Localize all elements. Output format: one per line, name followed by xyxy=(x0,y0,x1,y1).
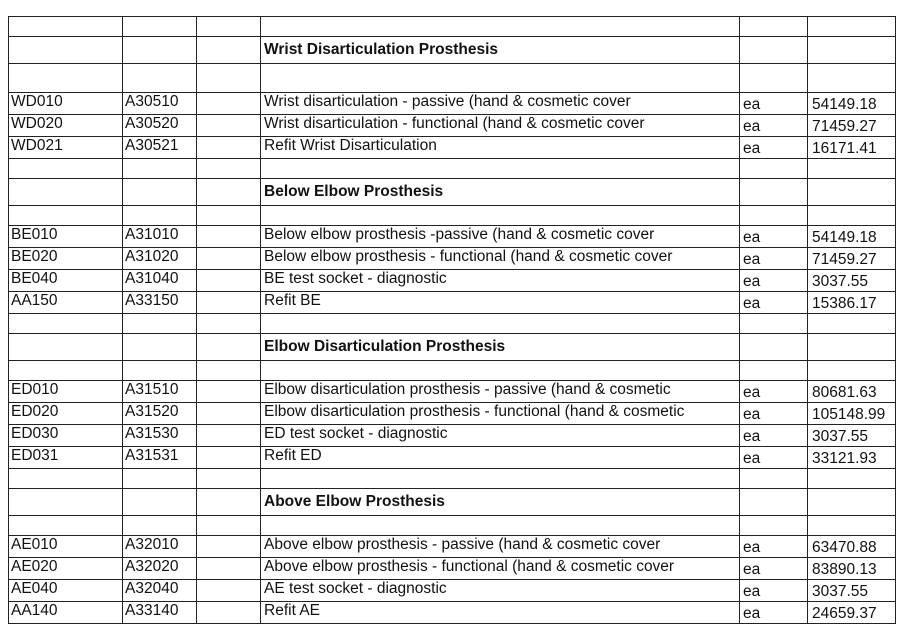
table-row xyxy=(9,536,896,558)
empty-cell xyxy=(197,314,261,334)
table-row xyxy=(9,248,896,270)
empty-cell xyxy=(197,361,261,381)
empty-cell xyxy=(808,334,896,361)
item-description: Above elbow prosthesis - passive (hand & cosmetic cover xyxy=(261,536,740,558)
item-code: BE040 xyxy=(9,270,123,292)
empty-cell xyxy=(197,403,261,425)
item-price: 3037.55 xyxy=(808,425,896,447)
item-description: Below elbow prosthesis -passive (hand & cosmetic cover xyxy=(261,226,740,248)
item-price: 3037.55 xyxy=(808,580,896,602)
empty-cell xyxy=(9,469,123,489)
item-description: Refit Wrist Disarticulation xyxy=(261,137,740,159)
empty-cell xyxy=(197,159,261,179)
blank-row xyxy=(9,17,896,37)
empty-cell xyxy=(197,425,261,447)
empty-cell xyxy=(740,159,808,179)
empty-cell xyxy=(740,334,808,361)
item-description: Refit ED xyxy=(261,447,740,469)
empty-cell xyxy=(740,179,808,206)
empty-cell xyxy=(197,115,261,137)
empty-cell xyxy=(261,361,740,381)
table-row xyxy=(9,270,896,292)
item-unit: ea xyxy=(740,403,808,425)
empty-cell xyxy=(197,602,261,624)
empty-cell xyxy=(740,516,808,536)
blank-row xyxy=(9,516,896,536)
empty-cell xyxy=(123,489,197,516)
item-alt-code: A31040 xyxy=(123,270,197,292)
empty-cell xyxy=(9,159,123,179)
item-price: 54149.18 xyxy=(808,93,896,115)
empty-cell xyxy=(197,37,261,64)
item-code: BE010 xyxy=(9,226,123,248)
item-unit: ea xyxy=(740,381,808,403)
item-description: ED test socket - diagnostic xyxy=(261,425,740,447)
empty-cell xyxy=(197,17,261,37)
item-code: ED031 xyxy=(9,447,123,469)
item-price: 24659.37 xyxy=(808,602,896,624)
item-description: Below elbow prosthesis - functional (hand & cosmetic cover xyxy=(261,248,740,270)
item-alt-code: A31531 xyxy=(123,447,197,469)
table-row xyxy=(9,226,896,248)
empty-cell xyxy=(740,361,808,381)
empty-cell xyxy=(197,469,261,489)
empty-cell xyxy=(197,516,261,536)
empty-cell xyxy=(9,516,123,536)
empty-cell xyxy=(9,361,123,381)
item-price: 71459.27 xyxy=(808,115,896,137)
item-unit: ea xyxy=(740,226,808,248)
section-title: Elbow Disarticulation Prosthesis xyxy=(261,334,740,361)
empty-cell xyxy=(808,17,896,37)
table-row xyxy=(9,602,896,624)
empty-cell xyxy=(808,361,896,381)
empty-cell xyxy=(740,17,808,37)
blank-row xyxy=(9,64,896,93)
item-code: AA140 xyxy=(9,602,123,624)
item-alt-code: A30510 xyxy=(123,93,197,115)
empty-cell xyxy=(197,447,261,469)
table-row xyxy=(9,115,896,137)
empty-cell xyxy=(123,64,197,93)
empty-cell xyxy=(9,206,123,226)
empty-cell xyxy=(123,361,197,381)
item-price: 71459.27 xyxy=(808,248,896,270)
section-header-row xyxy=(9,179,896,206)
item-alt-code: A31020 xyxy=(123,248,197,270)
item-price: 3037.55 xyxy=(808,270,896,292)
empty-cell xyxy=(9,37,123,64)
item-code: WD021 xyxy=(9,137,123,159)
empty-cell xyxy=(740,469,808,489)
table-row xyxy=(9,580,896,602)
item-code: WD020 xyxy=(9,115,123,137)
empty-cell xyxy=(197,536,261,558)
item-unit: ea xyxy=(740,536,808,558)
empty-cell xyxy=(808,469,896,489)
empty-cell xyxy=(197,381,261,403)
section-title: Below Elbow Prosthesis xyxy=(261,179,740,206)
empty-cell xyxy=(261,64,740,93)
table-row xyxy=(9,425,896,447)
item-alt-code: A30520 xyxy=(123,115,197,137)
item-unit: ea xyxy=(740,115,808,137)
table-row xyxy=(9,403,896,425)
item-unit: ea xyxy=(740,248,808,270)
empty-cell xyxy=(808,179,896,206)
item-alt-code: A33140 xyxy=(123,602,197,624)
item-unit: ea xyxy=(740,558,808,580)
empty-cell xyxy=(808,314,896,334)
section-header-row xyxy=(9,334,896,361)
fee-schedule-table xyxy=(8,16,896,624)
empty-cell xyxy=(123,37,197,64)
item-alt-code: A31530 xyxy=(123,425,197,447)
blank-row xyxy=(9,206,896,226)
empty-cell xyxy=(123,334,197,361)
item-unit: ea xyxy=(740,93,808,115)
item-price: 54149.18 xyxy=(808,226,896,248)
item-code: BE020 xyxy=(9,248,123,270)
table-row xyxy=(9,292,896,314)
table-row xyxy=(9,93,896,115)
item-code: AE010 xyxy=(9,536,123,558)
empty-cell xyxy=(261,516,740,536)
item-price: 105148.99 xyxy=(808,403,896,425)
item-unit: ea xyxy=(740,447,808,469)
empty-cell xyxy=(123,179,197,206)
empty-cell xyxy=(197,558,261,580)
item-alt-code: A33150 xyxy=(123,292,197,314)
item-description: Above elbow prosthesis - functional (hand & cosmetic cover xyxy=(261,558,740,580)
empty-cell xyxy=(808,64,896,93)
item-code: AE040 xyxy=(9,580,123,602)
table-row xyxy=(9,447,896,469)
empty-cell xyxy=(197,270,261,292)
empty-cell xyxy=(197,64,261,93)
empty-cell xyxy=(740,206,808,226)
item-code: ED020 xyxy=(9,403,123,425)
item-description: Wrist disarticulation - functional (hand & cosmetic cover xyxy=(261,115,740,137)
item-description: BE test socket - diagnostic xyxy=(261,270,740,292)
empty-cell xyxy=(740,64,808,93)
empty-cell xyxy=(9,64,123,93)
empty-cell xyxy=(9,314,123,334)
empty-cell xyxy=(123,159,197,179)
item-description: Wrist disarticulation - passive (hand & cosmetic cover xyxy=(261,93,740,115)
item-code: ED030 xyxy=(9,425,123,447)
item-unit: ea xyxy=(740,580,808,602)
empty-cell xyxy=(740,314,808,334)
empty-cell xyxy=(123,206,197,226)
empty-cell xyxy=(197,137,261,159)
empty-cell xyxy=(740,489,808,516)
empty-cell xyxy=(197,93,261,115)
item-alt-code: A30521 xyxy=(123,137,197,159)
section-header-row xyxy=(9,489,896,516)
empty-cell xyxy=(9,334,123,361)
item-price: 33121.93 xyxy=(808,447,896,469)
empty-cell xyxy=(261,469,740,489)
blank-row xyxy=(9,314,896,334)
empty-cell xyxy=(123,17,197,37)
section-header-row xyxy=(9,37,896,64)
item-price: 63470.88 xyxy=(808,536,896,558)
empty-cell xyxy=(261,159,740,179)
item-code: AE020 xyxy=(9,558,123,580)
empty-cell xyxy=(9,489,123,516)
empty-cell xyxy=(197,334,261,361)
empty-cell xyxy=(9,179,123,206)
empty-cell xyxy=(808,489,896,516)
empty-cell xyxy=(261,206,740,226)
item-unit: ea xyxy=(740,602,808,624)
empty-cell xyxy=(740,37,808,64)
item-price: 16171.41 xyxy=(808,137,896,159)
item-alt-code: A31510 xyxy=(123,381,197,403)
item-code: ED010 xyxy=(9,381,123,403)
blank-row xyxy=(9,361,896,381)
item-unit: ea xyxy=(740,425,808,447)
item-price: 80681.63 xyxy=(808,381,896,403)
empty-cell xyxy=(197,206,261,226)
empty-cell xyxy=(808,159,896,179)
fee-schedule-body xyxy=(9,17,896,624)
empty-cell xyxy=(808,37,896,64)
item-code: AA150 xyxy=(9,292,123,314)
empty-cell xyxy=(197,580,261,602)
empty-cell xyxy=(808,206,896,226)
table-row xyxy=(9,558,896,580)
blank-row xyxy=(9,159,896,179)
item-description: Refit AE xyxy=(261,602,740,624)
empty-cell xyxy=(197,489,261,516)
item-alt-code: A32010 xyxy=(123,536,197,558)
table-row xyxy=(9,381,896,403)
section-title: Wrist Disarticulation Prosthesis xyxy=(261,37,740,64)
empty-cell xyxy=(808,516,896,536)
item-price: 15386.17 xyxy=(808,292,896,314)
empty-cell xyxy=(123,314,197,334)
table-row xyxy=(9,137,896,159)
empty-cell xyxy=(197,292,261,314)
item-description: Refit BE xyxy=(261,292,740,314)
item-description: Elbow disarticulation prosthesis - passive (hand & cosmetic xyxy=(261,381,740,403)
blank-row xyxy=(9,469,896,489)
empty-cell xyxy=(197,179,261,206)
item-price: 83890.13 xyxy=(808,558,896,580)
item-alt-code: A31520 xyxy=(123,403,197,425)
item-code: WD010 xyxy=(9,93,123,115)
item-alt-code: A31010 xyxy=(123,226,197,248)
empty-cell xyxy=(261,17,740,37)
item-description: AE test socket - diagnostic xyxy=(261,580,740,602)
empty-cell xyxy=(197,226,261,248)
empty-cell xyxy=(9,17,123,37)
item-description: Elbow disarticulation prosthesis - functional (hand & cosmetic xyxy=(261,403,740,425)
item-unit: ea xyxy=(740,270,808,292)
item-alt-code: A32040 xyxy=(123,580,197,602)
section-title: Above Elbow Prosthesis xyxy=(261,489,740,516)
empty-cell xyxy=(123,516,197,536)
item-unit: ea xyxy=(740,292,808,314)
item-unit: ea xyxy=(740,137,808,159)
empty-cell xyxy=(197,248,261,270)
item-alt-code: A32020 xyxy=(123,558,197,580)
empty-cell xyxy=(261,314,740,334)
empty-cell xyxy=(123,469,197,489)
